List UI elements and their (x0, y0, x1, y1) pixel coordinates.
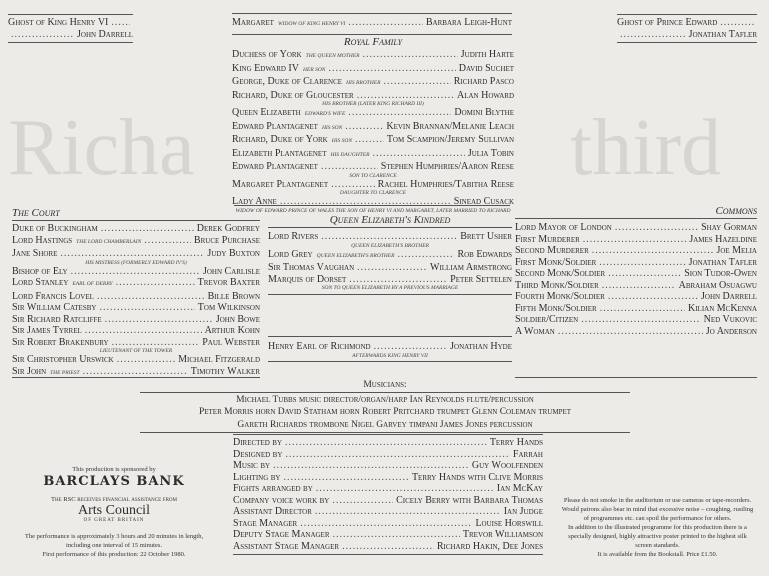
cast-entry (515, 245, 757, 257)
role-subnote: SON TO CLARENCE (349, 172, 397, 179)
cast-row (515, 245, 757, 257)
cast-row (268, 249, 512, 263)
role: Margaret Plantagenet (232, 178, 329, 190)
role: Lighting by (233, 471, 281, 483)
cast-entry (233, 437, 543, 449)
actor: Barbara Leigh-Hunt (425, 17, 512, 28)
role: Second Murderer (515, 245, 589, 256)
role-subnote: WIDOW OF EDWARD PRINCE OF WALES THE SON OF HENRY VI AND MARGARET, LATER MARRIED TO RICHARD (235, 207, 511, 214)
cast-row (233, 437, 543, 449)
cast-entry (515, 257, 757, 269)
cast-row (232, 90, 514, 102)
dot-leader (333, 529, 460, 541)
role-note: THE LORD CHAMBERLAIN (76, 238, 142, 245)
actor: Sion Tudor-Owen (684, 268, 757, 279)
cast-entry (233, 449, 543, 461)
cast-row (232, 121, 514, 135)
role-note: HIS BROTHER (346, 80, 381, 86)
role: Lord Rivers (268, 231, 319, 242)
actor: Louise Horswill (475, 517, 543, 529)
cast-entry (232, 134, 514, 148)
notice-line: Please do not smoke in the auditorium or use cameras or tape-recorders. (563, 497, 752, 504)
role: Duke of Buckingham (12, 223, 98, 234)
actor: William Armstrong (430, 262, 512, 273)
role: Music by (233, 460, 271, 471)
cast-row (232, 63, 514, 77)
dot-leader (328, 63, 455, 75)
musician-line: Michael Tubbs music director/organ/harp Ian Reynolds flute/percussion (236, 394, 534, 405)
cast-entry (12, 266, 260, 278)
actor: Jo Anderson (705, 325, 757, 337)
actor: Judith Harte (460, 49, 514, 60)
dot-leader (284, 472, 409, 484)
role-note: HIS SON (321, 124, 343, 131)
cast-row (515, 291, 757, 303)
role: Queen Elizabeth (232, 107, 301, 118)
dot-leader (321, 161, 378, 173)
cast-entry (233, 495, 543, 507)
cast-row (12, 314, 260, 326)
ghost-edward-block (617, 14, 757, 43)
cast-row (232, 179, 514, 191)
dot-leader (615, 222, 698, 234)
dot-leader (85, 325, 202, 337)
section-title: Musicians: (363, 380, 407, 390)
cast-entry (12, 354, 260, 366)
cast-entry (12, 325, 260, 337)
role: Fourth Monk/Soldier (515, 291, 605, 302)
divider (234, 205, 510, 206)
musician-line: Gareth Richards trombone Nigel Garvey timpani James Jones percussion (237, 419, 533, 430)
cast-row (12, 302, 260, 314)
dot-leader (321, 231, 457, 243)
court-section (12, 207, 260, 379)
dot-leader (83, 366, 188, 378)
role: Edward Plantagenet (232, 161, 318, 172)
divider (12, 377, 260, 378)
role: Sir William Catesby (12, 302, 97, 313)
dot-leader (355, 134, 384, 146)
cast-row (12, 235, 260, 249)
dot-leader (348, 107, 451, 119)
role: Sir Christopher Urswick (12, 354, 114, 365)
role-subnote: HIS MISTRESS (FORMERLY EDWARD IV'S) (85, 259, 187, 266)
cast-row (515, 234, 757, 246)
dot-leader (105, 314, 213, 326)
cast-row (233, 483, 543, 495)
role-subnote: QUEEN ELIZABETH'S BROTHER (351, 242, 429, 249)
dot-leader (349, 274, 447, 286)
dot-leader (60, 248, 204, 260)
role: Lady Anne (232, 196, 277, 207)
role-subnote: DAUGHTER TO CLARENCE (339, 190, 407, 196)
role: Lord Hastings (12, 234, 73, 246)
role: Stage Manager (233, 517, 298, 529)
cast-row (12, 354, 260, 366)
margaret-block (232, 13, 512, 35)
actor: Cicely Berry with Barbara Thomas (396, 494, 543, 506)
actor: Abraham Osuagwu (678, 279, 757, 291)
title-watermark-left: Richa (8, 104, 195, 192)
actor: Jonathan Tafler (688, 28, 757, 40)
cast-entry (233, 518, 543, 530)
dot-leader (99, 302, 194, 314)
dot-leader (316, 483, 494, 495)
cast-entry (232, 121, 514, 135)
actor: John Darrell (701, 291, 757, 302)
actor: Jonathan Hyde (450, 341, 512, 352)
kindred-section (268, 214, 512, 295)
role-subnote: HIS BROTHER (LATER KING RICHARD III) (322, 101, 424, 107)
dot-leader (608, 291, 698, 303)
dot-leader (345, 121, 383, 133)
actor: Rachel Humphries/Tabitha Reese (377, 178, 514, 190)
dot-leader (600, 303, 685, 315)
role: Sir John (12, 365, 47, 377)
cast-entry (12, 291, 260, 303)
commons-section (515, 205, 757, 337)
cast-entry (268, 249, 512, 263)
role: George, Duke of Clarence (232, 76, 343, 87)
dot-leader (97, 291, 205, 303)
cast-entry (515, 291, 757, 303)
actor: Rob Edwards (457, 248, 512, 260)
cast-row (232, 107, 514, 121)
actor: Richard Hakin, Dee Jones (436, 540, 543, 552)
actor: Trevor Baxter (197, 277, 260, 288)
role-note: HER SON (303, 66, 326, 73)
notice-line: Would patrons also bear in mind that excessive noise – coughing, rustling of programmes etc. can spoil the performance for others. (561, 506, 754, 522)
dot-leader (117, 354, 175, 366)
actor: John Darrell (77, 28, 133, 40)
dot-leader (144, 235, 191, 247)
cast-row (515, 280, 757, 292)
sponsor-section (0, 465, 228, 559)
role-subnote: SON TO QUEEN ELIZABETH BY A PREVIOUS MARRIAGE (321, 285, 459, 291)
cast-entry (233, 483, 543, 495)
actor: Farrah (512, 448, 543, 460)
dot-leader (357, 90, 454, 102)
actor: Joe Melia (716, 245, 757, 256)
dot-leader (285, 449, 510, 461)
cast-entry (232, 107, 514, 121)
role: Richard, Duke of York (232, 134, 328, 145)
actor: Bille Brown (207, 290, 260, 302)
cast-entry (515, 222, 757, 234)
cast-entry (232, 161, 514, 179)
actor: Domini Blythe (454, 107, 514, 118)
section-title: Commons (515, 205, 757, 219)
role: Sir Robert Brakenbury (12, 336, 109, 348)
cast-row (233, 460, 543, 472)
cast-row (12, 337, 260, 349)
dot-leader (602, 280, 676, 292)
cast-row (268, 231, 512, 243)
dot-leader (300, 518, 472, 530)
role: A Woman (515, 325, 555, 337)
dot-leader (71, 266, 200, 278)
dot-leader (362, 49, 457, 61)
cast-entry (232, 90, 514, 108)
dot-leader (608, 268, 681, 280)
role: Third Monk/Soldier (515, 279, 599, 291)
cast-entry (515, 326, 757, 338)
actor: John Carlisle (202, 265, 260, 277)
arts-council-subtitle: OF GREAT BRITAIN (83, 518, 145, 523)
role: Henry Earl of Richmond (268, 341, 371, 352)
role: Ghost of Prince Edward (617, 17, 718, 28)
role: Jane Shore (12, 248, 58, 259)
actor: Bruce Purchase (193, 234, 260, 246)
role-subnote: LIEUTENANT OF THE TOWER (99, 348, 173, 354)
cast-entry (232, 148, 514, 162)
role: Sir Thomas Vaughan (268, 262, 355, 273)
actor: Tom Wilkinson (197, 302, 260, 313)
actor: Judy Buxton (207, 248, 260, 259)
cast-entry (515, 234, 757, 246)
role: Fifth Monk/Soldier (515, 302, 597, 314)
cast-entry (515, 268, 757, 280)
role: Deputy Stage Manager (233, 529, 330, 540)
dot-leader (331, 179, 375, 191)
cast-row (233, 472, 543, 484)
dot-leader (583, 234, 687, 246)
cast-row (515, 303, 757, 315)
section-title: The Court (12, 207, 260, 221)
role: Elizabeth Plantagenet (232, 147, 327, 159)
role: First Monk/Soldier (515, 256, 597, 268)
role: Designed by (233, 448, 283, 460)
cast-row (515, 314, 757, 326)
role: King Edward IV (232, 62, 299, 74)
dot-leader (581, 314, 700, 326)
cast-row (12, 277, 260, 291)
role: Sir Richard Ratcliffe (12, 313, 102, 325)
cast-row (12, 325, 260, 337)
actor: Michael Fitzgerald (178, 354, 260, 365)
cast-entry (12, 314, 260, 326)
role: Ghost of King Henry VI (8, 17, 109, 28)
dot-leader (397, 249, 454, 261)
assistance-text: The RSC receives financial assistance from (51, 496, 177, 503)
cast-entry (232, 63, 514, 77)
cast-entry (12, 302, 260, 314)
richmond-block (268, 336, 512, 362)
role: Directed by (233, 437, 282, 448)
actor: Timothy Walker (190, 365, 260, 377)
role-note: THE QUEEN MOTHER (305, 53, 360, 59)
role: Company voice work by (233, 494, 330, 506)
dot-leader (372, 148, 464, 160)
actor: Jonathan Tafler (688, 256, 757, 268)
cast-row (515, 257, 757, 269)
role-note: QUEEN ELIZABETH'S BROTHER (316, 252, 395, 259)
actor: Terry Hands (489, 437, 543, 448)
role-subnote: AFTERWARDS KING HENRY VII (352, 352, 428, 359)
dot-leader (599, 257, 685, 269)
actor: Ian McKay (496, 483, 543, 494)
role: Lord Grey (268, 248, 313, 260)
cast-row (233, 506, 543, 518)
role-note: HIS DAUGHTER (330, 151, 370, 158)
actor: Derek Godfrey (196, 223, 260, 234)
actor: Julia Tobin (467, 147, 514, 159)
actor: Ian Judge (503, 506, 543, 517)
credits-section (233, 434, 543, 555)
actor: Ned Vukovic (703, 314, 757, 325)
musicians-section (140, 379, 630, 433)
role-note: EARL OF DERBY (72, 281, 113, 287)
cast-entry (268, 231, 512, 249)
actor: Kilian McKenna (688, 302, 757, 314)
actor: Sinead Cusack (453, 196, 514, 207)
cast-entry (515, 280, 757, 292)
actor: James Hazeldine (689, 233, 757, 245)
role: Lord Mayor of London (515, 222, 612, 233)
role: Margaret (232, 17, 274, 28)
performance-length: The performance is approximately 3 hours and 20 minutes in length, including one interval of 15 minutes. (24, 533, 204, 549)
role-note: THE PRIEST (50, 369, 80, 376)
role: First Murderer (515, 233, 580, 245)
sponsor-name: BARCLAYS BANK (43, 474, 185, 489)
dot-leader (357, 262, 427, 274)
cast-row (233, 449, 543, 461)
cast-row (12, 266, 260, 278)
cast-row (515, 222, 757, 234)
cast-entry (268, 274, 512, 292)
dot-leader (383, 76, 450, 88)
actor: David Suchet (458, 62, 514, 74)
actor: Shay Gorman (701, 222, 757, 233)
cast-row (12, 223, 260, 235)
actor: Guy Woolfenden (471, 460, 543, 471)
divider (515, 377, 757, 378)
cast-row (12, 248, 260, 260)
actor: Paul Webster (202, 336, 260, 348)
cast-entry (233, 529, 543, 541)
role: Richard, Duke of Gloucester (232, 89, 354, 101)
role-note: EDWARD'S WIFE (304, 111, 346, 117)
cast-entry (233, 472, 543, 484)
role: Marquis of Dorset (268, 273, 347, 285)
cast-row (268, 274, 512, 286)
cast-row (12, 291, 260, 303)
ghost-henry-block (8, 14, 133, 43)
cast-entry (12, 277, 260, 291)
role: Lord Francis Lovel (12, 290, 94, 302)
dot-leader (342, 541, 434, 553)
cast-entry (232, 76, 514, 90)
actor: Arthur Kohn (204, 325, 260, 336)
dot-leader (273, 460, 469, 472)
cast-row (268, 262, 512, 274)
cast-entry (12, 337, 260, 355)
role: Duchess of York (232, 49, 302, 60)
cast-entry (232, 179, 514, 197)
arts-council-logo: Arts Council (78, 503, 150, 518)
actor: John Bowe (215, 313, 260, 325)
role: Sir James Tyrrel (12, 325, 82, 336)
dot-leader (285, 437, 487, 449)
cast-entry (268, 262, 512, 274)
first-performance: First performance of this production: 22 October 1980. (42, 551, 186, 558)
cast-entry (232, 49, 514, 63)
cast-row (232, 49, 514, 63)
actor: Alan Howard (457, 89, 514, 101)
role: Soldier/Citizen (515, 314, 579, 325)
cast-row (233, 495, 543, 507)
cast-row (233, 541, 543, 553)
notice-section (560, 496, 755, 559)
cast-row (515, 268, 757, 280)
actor: Stephen Humphries/Aaron Reese (380, 161, 514, 172)
cast-entry (515, 314, 757, 326)
role: Second Monk/Soldier (515, 268, 606, 279)
actor: Tom Scampion/Jeremy Sullivan (386, 134, 514, 145)
cast-entry (12, 248, 260, 266)
cast-entry (515, 303, 757, 315)
musician-line: Peter Morris horn David Statham horn Robert Pritchard trumpet Glenn Coleman trumpet (198, 407, 572, 417)
cast-entry (233, 541, 543, 553)
dot-leader (592, 245, 714, 257)
role: Lord Stanley (12, 277, 69, 288)
sponsor-intro: This production is sponsored by (72, 466, 156, 473)
cast-entry (233, 506, 543, 518)
actor: Trevor Williamson (462, 529, 543, 540)
royal-family-section (232, 36, 514, 214)
cast-row (232, 148, 514, 162)
title-watermark-right: third (570, 104, 722, 192)
actor: Kevin Brannan/Melanie Leach (386, 120, 514, 132)
role: Edward Plantagenet (232, 120, 318, 132)
role-note: WIDOW OF KING HENRY VI (277, 21, 346, 27)
cast-row (232, 76, 514, 90)
cast-row (233, 518, 543, 530)
cast-row (232, 134, 514, 148)
notice-line: In addition to the illustrated programme for this production there is a specially designed, highly attractive poster printed to the highest silk screen standards. (568, 524, 747, 549)
cast-row (232, 161, 514, 173)
dot-leader (112, 337, 200, 349)
role: Bishop of Ely (12, 265, 68, 277)
dot-leader (332, 495, 393, 507)
role: Assistant Director (233, 506, 312, 517)
dot-leader (116, 277, 195, 289)
actor: Richard Pasco (453, 76, 514, 87)
role-note: HIS SON (331, 138, 353, 144)
cast-entry (12, 235, 260, 249)
cast-row (233, 529, 543, 541)
section-title: Queen Elizabeth's Kindred (268, 214, 512, 228)
notice-line: It is available from the Bookstall. Price £1.50. (597, 551, 718, 558)
role: Fights arranged by (233, 483, 313, 494)
actor: Brett Usher (460, 231, 512, 242)
cast-row (515, 326, 757, 338)
actor: Terry Hands with Clive Morris (411, 471, 543, 483)
actor: Peter Settelen (450, 273, 512, 285)
dot-leader (558, 326, 703, 338)
role: Assistant Stage Manager (233, 540, 340, 552)
cast-entry (12, 223, 260, 235)
dot-leader (315, 506, 501, 518)
section-title: Royal Family (343, 36, 403, 48)
dot-leader (101, 223, 194, 235)
cast-entry (233, 460, 543, 472)
